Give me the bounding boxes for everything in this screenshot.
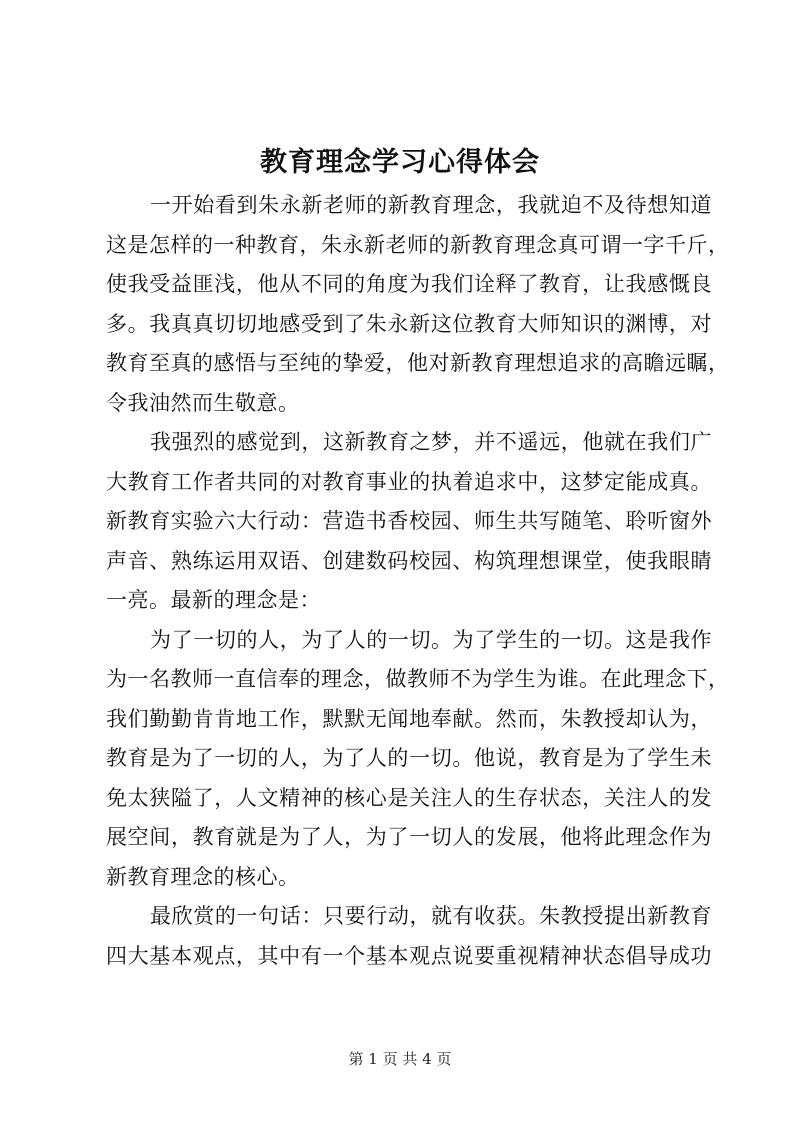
paragraph-line: 最欣赏的一句话：只要行动，就有收获。朱教授提出新教育 [150,904,712,928]
paragraph-line: 声音、熟练运用双语、创建数码校园、构筑理想课堂，使我眼睛 [106,548,712,573]
paragraph-line: 我们勤勤肯肯地工作，默默无闻地奉献。然而，朱教授却认为， [106,706,712,731]
document-title: 教育理念学习心得体会 [260,147,540,178]
document-body [106,186,730,976]
paragraph-line: 新教育理念的核心。 [106,864,300,889]
paragraph-line: 教育至真的感悟与至纯的挚爱，他对新教育理想追求的高瞻远瞩， [106,351,730,375]
paragraph-4 [106,897,712,976]
paragraph-line: 多。我真真切切地感受到了朱永新这位教育大师知识的渊博，对 [106,311,712,336]
paragraph-line: 这是怎样的一种教育，朱永新老师的新教育理念真可谓一字千斤， [106,232,730,257]
paragraph-line: 四大基本观点，其中有一个基本观点说要重视精神状态倡导成功 [106,943,712,968]
paragraph-line: 一亮。最新的理念是： [106,588,321,612]
paragraph-line: 使我受益匪浅，他从不同的角度为我们诠释了教育，让我感慨良 [106,272,712,296]
paragraph-line: 免太狭隘了，人文精神的核心是关注人的生存状态，关注人的发 [106,785,712,810]
paragraph-line: 展空间，教育就是为了人，为了一切人的发展，他将此理念作为 [106,825,712,849]
paragraph-2 [106,423,712,621]
paragraph-3 [106,621,730,898]
paragraph-line: 为了一切的人，为了人的一切。为了学生的一切。这是我作 [150,627,712,652]
paragraph-line: 我强烈的感觉到，这新教育之梦，并不遥远，他就在我们广 [150,430,712,454]
paragraph-line: 新教育实验六大行动：营造书香校园、师生共写随笔、聆听窗外 [106,509,712,533]
paragraph-line: 为一名教师一直信奉的理念，做教师不为学生为谁。在此理念下， [106,667,730,691]
paragraph-line: 令我油然而生敬意。 [106,390,300,415]
paragraph-line: 教育是为了一切的人，为了人的一切。他说，教育是为了学生未 [106,746,712,770]
paragraph-1 [106,186,730,423]
paragraph-line: 大教育工作者共同的对教育事业的执着追求中，这梦定能成真。 [106,469,712,494]
paragraph-line: 一开始看到朱永新老师的新教育理念，我就迫不及待想知道 [150,193,712,217]
page-footer: 第 1 页 共 4 页 [348,1050,452,1068]
